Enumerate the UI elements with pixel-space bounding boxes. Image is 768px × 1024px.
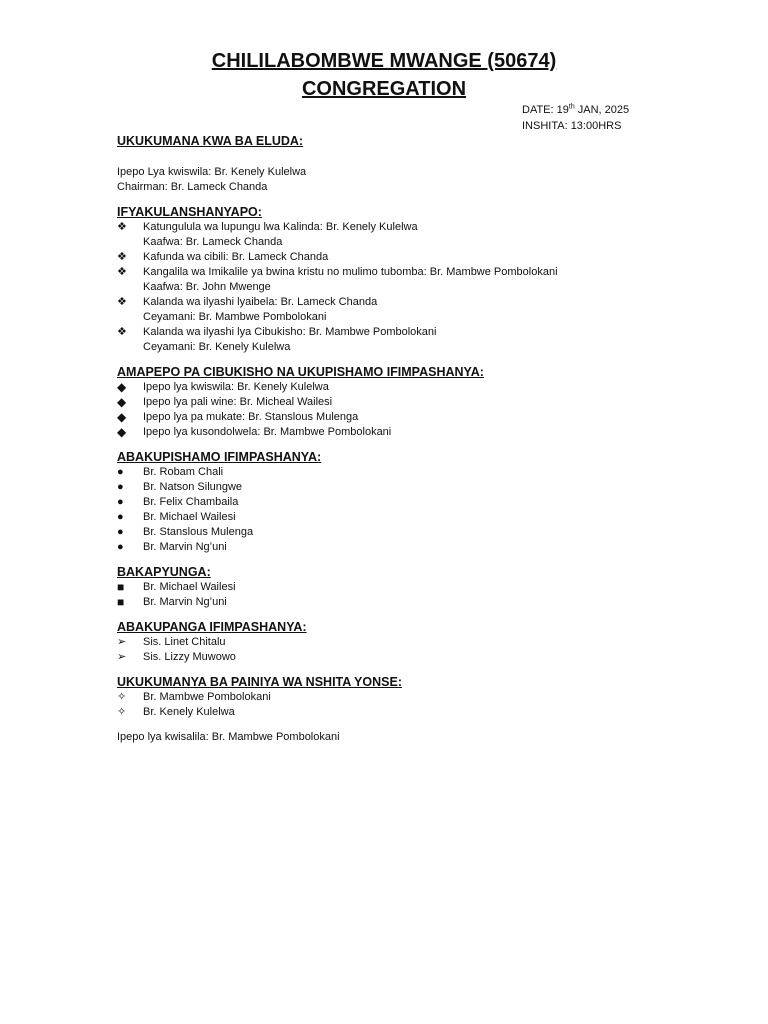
bullet-icon: ❖ — [117, 266, 127, 278]
circle-bullet-icon: ● — [117, 466, 124, 478]
list-item: ❖ Kalanda wa ilyashi lya Cibukisho: Br. Mambwe Pombolokani — [117, 326, 437, 338]
list-item: ● Br. Robam Chali — [117, 466, 224, 478]
closing-prayer: Ipepo lya kwisalila: Br. Mambwe Pombolokani — [117, 731, 340, 743]
section-heading-emblem-preparers: ABAKUPANGA IFIMPASHANYA: — [117, 620, 307, 634]
list-item-sub: Ceyamani: Br. Mambwe Pombolokani — [143, 311, 327, 323]
circle-bullet-icon: ● — [117, 496, 124, 508]
list-item: ✧ Br. Kenely Kulelwa — [117, 706, 235, 718]
list-item: ❖ Kafunda wa cibili: Br. Lameck Chanda — [117, 251, 329, 263]
list-item: ❖ Katungulula wa lupungu lwa Kalinda: Br. Kenely Kulelwa — [117, 221, 418, 233]
list-item: ◆ Ipepo lya pa mukate: Br. Stanslous Mulenga — [117, 410, 359, 424]
list-item: ● Br. Natson Silungwe — [117, 481, 243, 493]
time-line: INSHITA: 13:00HRS — [522, 120, 622, 132]
list-item: ● Br. Marvin Ng’uni — [117, 541, 227, 553]
list-item: ➢ Sis. Linet Chitalu — [117, 636, 226, 648]
list-item: ❖ Kangalila wa Imikalile ya bwina kristu no mulimo tubomba: Br. Mambwe Pombolokani — [117, 266, 558, 278]
date-line: DATE: 19th JAN, 2025 — [522, 103, 630, 116]
list-item: ❖ Kalanda wa ilyashi lyaibela: Br. Lameck Chanda — [117, 296, 378, 308]
list-item: ◆ Ipepo lya pali wine: Br. Micheal Wailesi — [117, 395, 333, 409]
diamond-bullet-icon: ◆ — [117, 380, 127, 394]
list-item: ● Br. Felix Chambaila — [117, 496, 239, 508]
document-title-line1: CHILILABOMBWE MWANGE (50674) — [211, 50, 557, 72]
list-item: ● Br. Michael Wailesi — [117, 511, 236, 523]
diamond-bullet-icon: ◆ — [117, 410, 127, 424]
list-item-sub: Ceyamani: Br. Kenely Kulelwa — [143, 341, 291, 353]
diamond-bullet-icon: ◆ — [117, 395, 127, 409]
square-bullet-icon: ■ — [117, 580, 125, 594]
document-title-line2: CONGREGATION — [301, 78, 467, 100]
section-heading-memorial-prayers: AMAPEPO PA CIBUKISHO NA UKUPISHAMO IFIMPASHANYA: — [117, 365, 484, 379]
arrow-bullet-icon: ➢ — [117, 636, 127, 648]
list-item-sub: Kaafwa: Br. John Mwenge — [143, 281, 271, 293]
bullet-icon: ❖ — [117, 251, 127, 263]
circle-bullet-icon: ● — [117, 541, 124, 553]
list-item: ■ Br. Michael Wailesi — [117, 580, 236, 594]
arrow-bullet-icon: ➢ — [117, 651, 127, 663]
list-item: ● Br. Stanslous Mulenga — [117, 526, 254, 538]
circle-bullet-icon: ● — [117, 526, 124, 538]
list-item-sub: Kaafwa: Br. Lameck Chanda — [143, 236, 283, 248]
star-bullet-icon: ✧ — [117, 691, 127, 703]
list-item: ✧ Br. Mambwe Pombolokani — [117, 691, 271, 703]
section-heading-pioneers: UKUKUMANYA BA PAINIYA WA NSHITA YONSE: — [117, 675, 402, 689]
elders-chairman: Chairman: Br. Lameck Chanda — [117, 181, 268, 193]
section-heading-servers: ABAKUPISHAMO IFIMPASHANYA: — [117, 450, 322, 464]
elders-opening-prayer: Ipepo Lya kwiswila: Br. Kenely Kulelwa — [117, 166, 307, 178]
circle-bullet-icon: ● — [117, 481, 124, 493]
bullet-icon: ❖ — [117, 221, 127, 233]
list-item: ◆ Ipepo lya kwiswila: Br. Kenely Kulelwa — [117, 380, 329, 394]
diamond-bullet-icon: ◆ — [117, 425, 127, 439]
list-item: ◆ Ipepo lya kusondolwela: Br. Mambwe Pombolokani — [117, 425, 392, 439]
list-item: ➢ Sis. Lizzy Muwowo — [117, 651, 236, 663]
star-bullet-icon: ✧ — [117, 706, 127, 718]
list-item: ■ Br. Marvin Ng’uni — [117, 595, 227, 609]
circle-bullet-icon: ● — [117, 511, 124, 523]
section-heading-elders: UKUKUMANA KWA BA ELUDA: — [117, 134, 304, 148]
section-heading-program: IFYAKULANSHANYAPO: — [117, 205, 262, 219]
square-bullet-icon: ■ — [117, 595, 125, 609]
bullet-icon: ❖ — [117, 326, 127, 338]
bullet-icon: ❖ — [117, 296, 127, 308]
document-body — [117, 134, 717, 745]
section-heading-attendants: BAKAPYUNGA: — [117, 565, 211, 579]
